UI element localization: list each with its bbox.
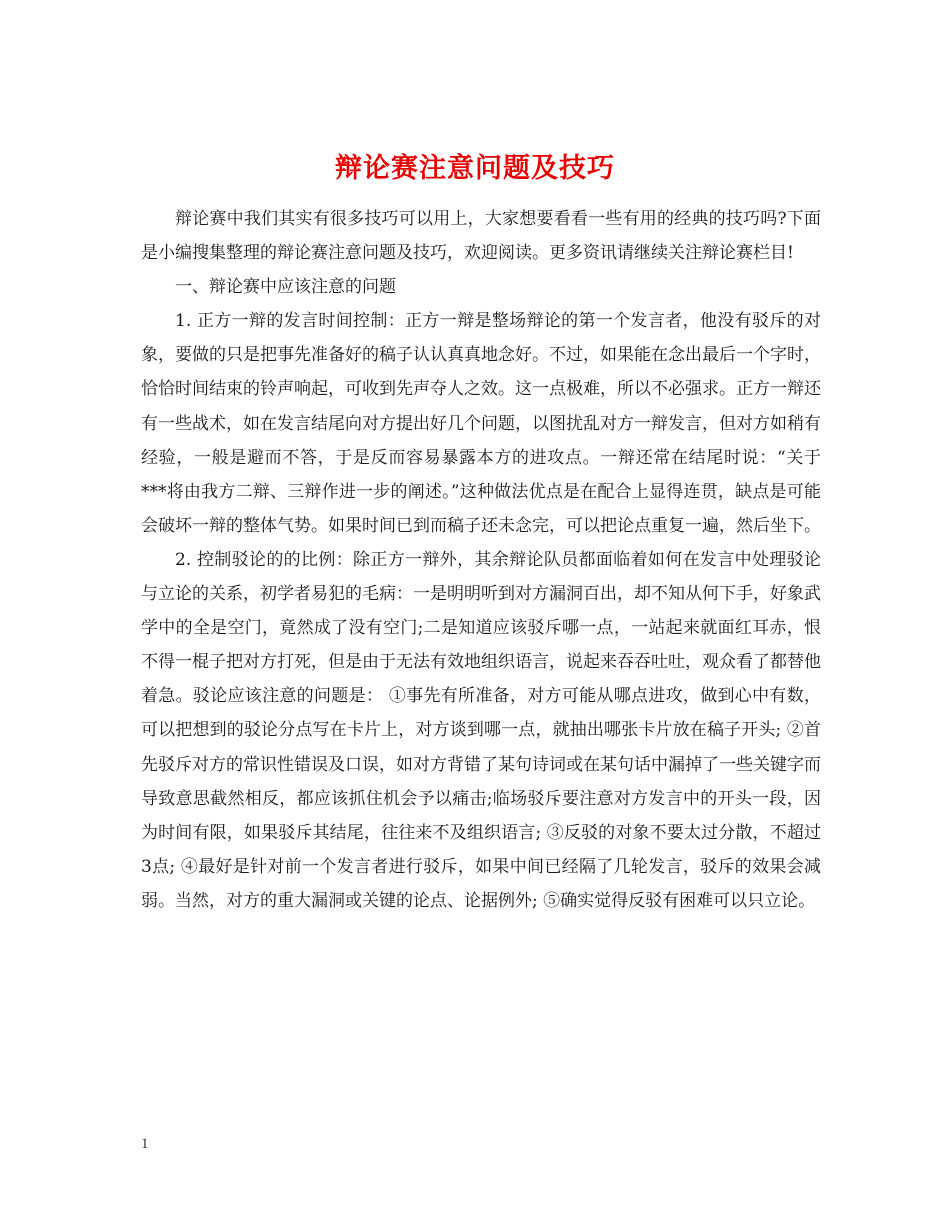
point-1-paragraph: 1. 正方一辩的发言时间控制：正方一辩是整场辩论的第一个发言者，他没有驳斥的对象，要做的只是把事先准备好的稿子认认真真地念好。不过，如果能在念出最后一个字时，恰恰时间结束的铃声响起，可收到先声夺人之效。这一点极难，所以不必强求。正方一辩还有一些战术，如在发言结尾向对方提出好几个问题，以图扰乱对方一辩发言，但对方如稍有经验，一般是避而不答，于是反而容易暴露本方的进攻点。一辩还常在结尾时说：“关于***将由我方二辩、三辩作进一步的阐述。”这种做法优点是在配合上显得连贯，缺点是可能会破坏一辩的整体气势。如果时间已到而稿子还未念完，可以把论点重复一遍，然后坐下。 xyxy=(141,311,821,536)
section-heading: 一、辩论赛中应该注意的问题 xyxy=(175,277,396,298)
page-title: 辩论赛注意问题及技巧 xyxy=(335,153,615,185)
page-number: 1 xyxy=(141,1136,149,1152)
intro-paragraph: 辩论赛中我们其实有很多技巧可以用上，大家想要看看一些有用的经典的技巧吗?下面是小编搜集整理的辩论赛注意问题及技巧，欢迎阅读。更多资讯请继续关注辩论赛栏目! xyxy=(141,209,821,264)
point-2-paragraph: 2. 控制驳论的的比例：除正方一辩外，其余辩论队员都面临着如何在发言中处理驳论与立论的关系，初学者易犯的毛病：一是明明听到对方漏洞百出，却不知从何下手，好象武学中的全是空门，竟然成了没有空门;二是知道应该驳斥哪一点，一站起来就面红耳赤，恨不得一棍子把对方打死，但是由于无法有效地组织语言，说起来吞吞吐吐，观众看了都替他着急。驳论应该注意的问题是： ①事先有所准备，对方可能从哪点进攻，做到心中有数，可以把想到的驳论分点写在卡片上，对方谈到哪一点，就抽出哪张卡片放在稿子开头; ②首先驳斥对方的常识性错误及口误，如对方背错了某句诗词或在某句话中漏掉了一些关键字而导致意思截然相反，都应该抓住机会予以痛击;临场驳斥要注意对方发言中的开头一段，因为时间有限，如果驳斥其结尾，往往来不及组织语言; ③反驳的对象不要太过分散，不超过3点; ④最好是针对前一个发言者进行驳斥，如果中间已经隔了几轮发言，驳斥的效果会减弱。当然，对方的重大漏洞或关键的论点、论据例外; ⑤确实觉得反驳有困难可以只立论。 xyxy=(141,549,821,911)
document-body xyxy=(141,202,821,918)
